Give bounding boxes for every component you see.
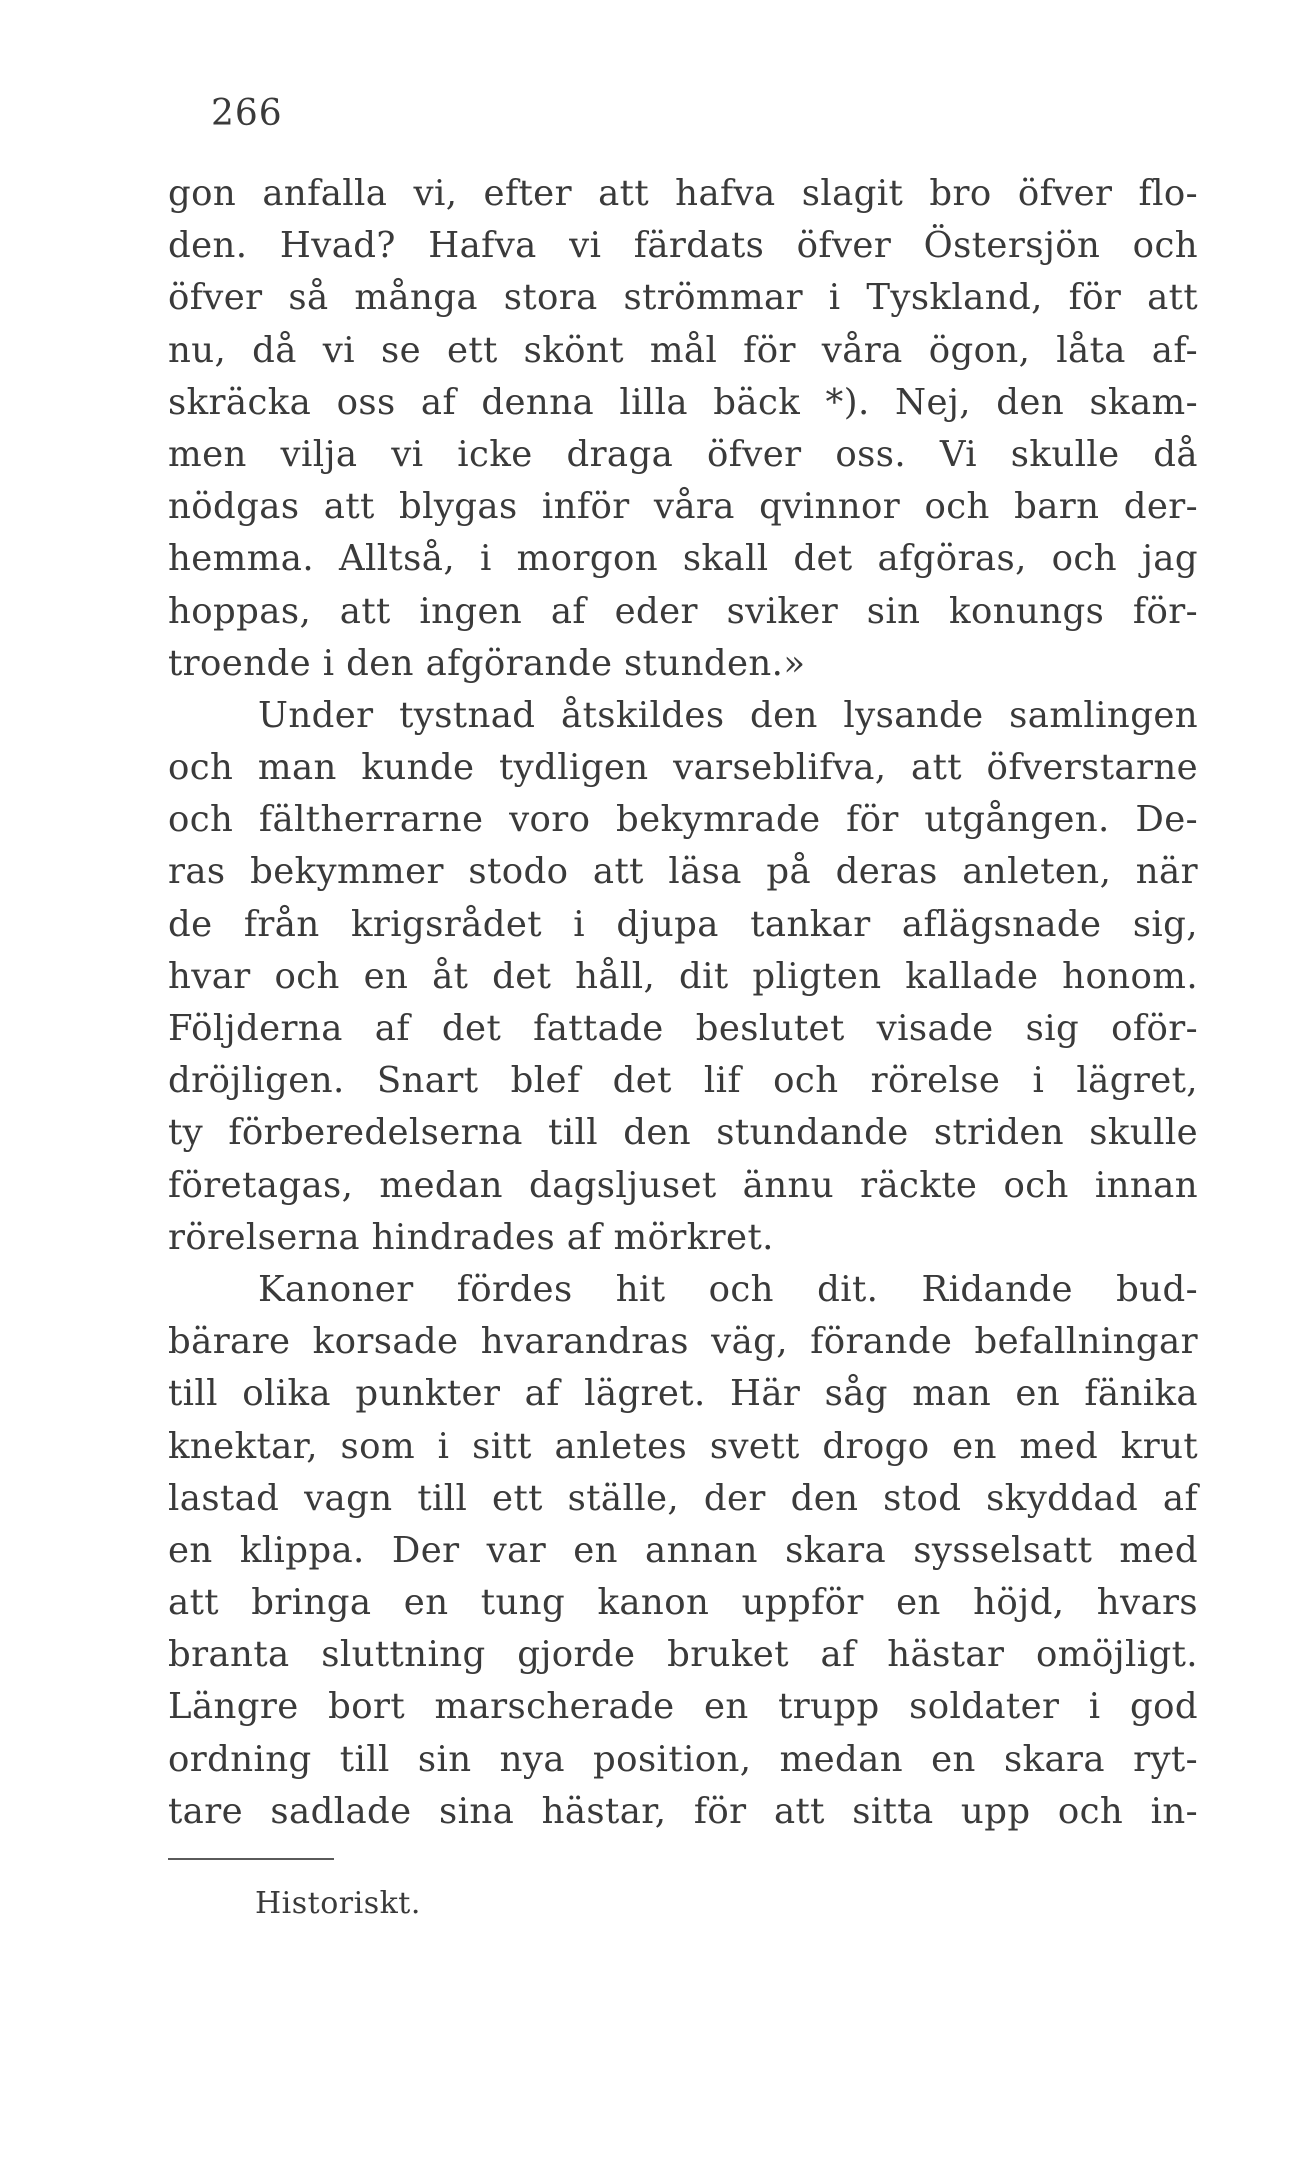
text-line: öfver så många stora strömmar i Tyskland, för att (168, 277, 1198, 319)
page-number: 266 (211, 93, 283, 134)
text-line: Under tystnad åtskildes den lysande samlingen (258, 694, 1198, 736)
text-line: Kanoner fördes hit och dit. Ridande bud- (258, 1268, 1198, 1310)
text-line: Längre bort marscherade en trupp soldater i god (168, 1686, 1198, 1728)
footnote: Historiskt. (255, 1886, 421, 1921)
text-line: en klippa. Der var en annan skara sysselsatt med (168, 1529, 1198, 1571)
text-line: Följderna af det fattade beslutet visade sig oför- (168, 1008, 1198, 1049)
text-line: företagas, medan dagsljuset ännu räckte och innan (168, 1164, 1198, 1206)
text-line: ty förberedelserna till den stundande striden skulle (168, 1112, 1198, 1154)
text-line: hvar och en åt det håll, dit pligten kallade honom. (168, 955, 1198, 997)
text-line: men vilja vi icke draga öfver oss. Vi skulle då (168, 433, 1198, 475)
text-line: dröjligen. Snart blef det lif och rörelse i lägret, (168, 1060, 1198, 1102)
text-line: nödgas att blygas inför våra qvinnor och barn der- (168, 486, 1198, 528)
text-line: att bringa en tung kanon uppför en höjd, hvars (168, 1582, 1198, 1624)
text-line: ordning till sin nya position, medan en skara ryt- (168, 1738, 1198, 1780)
text-line: lastad vagn till ett ställe, der den stod skyddad af (168, 1477, 1198, 1519)
text-line: knektar, som i sitt anletes svett drogo en med krut (168, 1425, 1198, 1467)
text-line: de från krigsrådet i djupa tankar aflägsnade sig, (168, 903, 1198, 945)
text-line: den. Hvad? Hafva vi färdats öfver Östersjön och (168, 225, 1198, 267)
footnote-divider (168, 1858, 334, 1860)
text-line: nu, då vi se ett skönt mål för våra ögon, låta af- (168, 329, 1198, 371)
text-line: ras bekymmer stodo att läsa på deras anleten, när (168, 851, 1198, 893)
text-line: gon anfalla vi, efter att hafva slagit bro öfver flo- (168, 173, 1198, 214)
text-line: branta sluttning gjorde bruket af hästar omöjligt. (168, 1634, 1198, 1676)
text-line: till olika punkter af lägret. Här såg man en fänika (168, 1373, 1198, 1415)
text-line: troende i den afgörande stunden.» (168, 642, 806, 684)
text-line: och fältherrarne voro bekymrade för utgången. De- (168, 799, 1198, 841)
text-line: och man kunde tydligen varseblifva, att öfverstarne (168, 747, 1198, 789)
text-line: tare sadlade sina hästar, för att sitta upp och in- (168, 1790, 1198, 1832)
text-line: hoppas, att ingen af eder sviker sin konungs för- (168, 590, 1198, 632)
text-line: bärare korsade hvarandras väg, förande befallningar (168, 1321, 1198, 1363)
text-line: hemma. Alltså, i morgon skall det afgöras, och jag (168, 538, 1198, 580)
text-line: skräcka oss af denna lilla bäck *). Nej, den skam- (168, 381, 1198, 423)
body-text (168, 168, 1198, 1838)
text-line: rörelserna hindrades af mörkret. (168, 1216, 774, 1258)
